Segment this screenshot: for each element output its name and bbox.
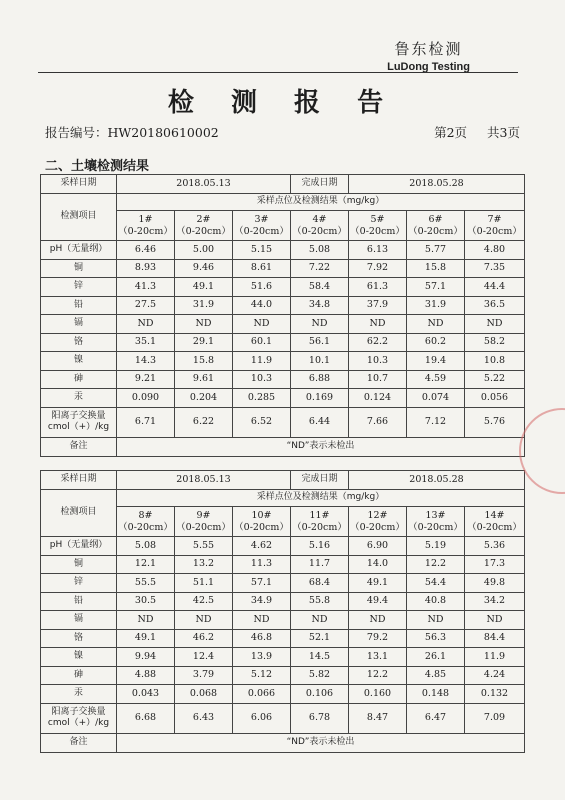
complete-date-label: 完成日期 [291,175,349,194]
result-cell: 5.16 [291,537,349,556]
result-cell: ND [349,611,407,630]
table-row [41,537,525,556]
result-cell: 6.06 [233,703,291,733]
point-id: 7# [487,213,502,225]
item-name: 锌 [41,278,117,297]
result-cell: 7.12 [407,407,465,437]
result-cell: 61.3 [349,278,407,297]
result-cell: 44.4 [465,278,525,297]
result-cell: 9.94 [117,648,175,667]
result-cell: 46.8 [233,629,291,648]
result-cell: 14.0 [349,555,407,574]
point-header [349,507,407,537]
result-cell: 31.9 [175,296,233,315]
note-text: “ND”表示未检出 [117,733,525,752]
page-number: 第2页 [434,125,468,140]
result-cell: 37.9 [349,296,407,315]
point-id: 1# [138,213,153,225]
result-cell: 10.3 [233,370,291,389]
result-cell: 7.35 [465,259,525,278]
item-name: 阳离子交换量cmol（+）/kg [41,407,117,437]
point-header [291,211,349,241]
result-cell: 6.46 [117,241,175,260]
item-name: 阳离子交换量cmol（+）/kg [41,703,117,733]
item-name: 镍 [41,352,117,371]
result-cell: 6.68 [117,703,175,733]
note-label: 备注 [41,437,117,456]
result-cell: 84.4 [465,629,525,648]
result-cell: 34.2 [465,592,525,611]
result-cell: 7.09 [465,703,525,733]
result-cell: 12.2 [349,666,407,685]
result-cell: 49.4 [349,592,407,611]
result-cell: ND [117,611,175,630]
complete-date-value: 2018.05.28 [349,175,525,194]
result-cell: 57.1 [407,278,465,297]
table-row [41,592,525,611]
point-id: 12# [367,509,388,521]
item-name: 砷 [41,666,117,685]
point-header [117,507,175,537]
result-cell: 49.1 [175,278,233,297]
page-info [418,123,520,141]
result-cell: 30.5 [117,592,175,611]
result-cell: ND [465,315,525,334]
result-cell: ND [175,315,233,334]
point-depth: （0-20cm） [234,521,289,533]
point-depth: （0-20cm） [292,521,347,533]
table-row [41,666,525,685]
result-cell: 58.4 [291,278,349,297]
result-cell: 29.1 [175,333,233,352]
result-cell: 9.46 [175,259,233,278]
result-cell: ND [233,315,291,334]
result-cell: 13.1 [349,648,407,667]
note-label: 备注 [41,733,117,752]
result-cell: 60.2 [407,333,465,352]
report-number: 报告编号：HW20180610002 [45,125,219,140]
point-header [349,211,407,241]
table-row [41,352,525,371]
result-cell: ND [291,315,349,334]
complete-date-label: 完成日期 [291,471,349,490]
item-name: 汞 [41,685,117,704]
result-cell: 49.1 [349,574,407,593]
result-cell: 14.3 [117,352,175,371]
result-cell: ND [117,315,175,334]
result-cell: 41.3 [117,278,175,297]
result-cell: 0.074 [407,389,465,408]
result-cell: 0.043 [117,685,175,704]
date-row [41,175,525,194]
result-cell: 0.056 [465,389,525,408]
result-cell: 55.8 [291,592,349,611]
result-cell: 4.80 [465,241,525,260]
point-id: 10# [251,509,272,521]
item-name: 铬 [41,333,117,352]
note-row [41,437,525,456]
result-cell: 11.7 [291,555,349,574]
result-cell: ND [349,315,407,334]
table-row [41,648,525,667]
result-cell: 12.1 [117,555,175,574]
result-cell: 6.47 [407,703,465,733]
result-cell: 11.3 [233,555,291,574]
point-depth: （0-20cm） [118,521,173,533]
point-header [465,507,525,537]
result-cell: 11.9 [233,352,291,371]
point-depth: （0-20cm） [467,225,522,237]
point-depth: （0-20cm） [176,521,231,533]
result-cell: 6.52 [233,407,291,437]
header-rule [38,72,518,73]
item-label: 检测项目 [41,490,117,537]
table-row [41,278,525,297]
result-cell: 5.19 [407,537,465,556]
point-depth: （0-20cm） [292,225,347,237]
result-cell: 11.9 [465,648,525,667]
result-cell: 56.1 [291,333,349,352]
result-cell: 42.5 [175,592,233,611]
point-header [407,507,465,537]
result-cell: 36.5 [465,296,525,315]
sample-date-label: 采样日期 [41,471,117,490]
item-name: 铅 [41,296,117,315]
result-cell: 0.066 [233,685,291,704]
result-cell: 5.82 [291,666,349,685]
result-cell: 5.08 [117,537,175,556]
page-total: 共3页 [487,125,520,140]
item-name: 镉 [41,315,117,334]
point-depth: （0-20cm） [408,521,463,533]
result-cell: 62.2 [349,333,407,352]
table-row [41,333,525,352]
result-cell: 0.148 [407,685,465,704]
sample-date-value: 2018.05.13 [117,175,291,194]
result-cell: 0.204 [175,389,233,408]
result-cell: ND [233,611,291,630]
item-name: 铜 [41,259,117,278]
points-header-row [41,194,525,211]
result-cell: 7.66 [349,407,407,437]
result-cell: 49.1 [117,629,175,648]
sample-date-label: 采样日期 [41,175,117,194]
point-id: 9# [196,509,211,521]
table-row [41,629,525,648]
point-header [233,211,291,241]
result-cell: 19.4 [407,352,465,371]
point-id: 11# [309,509,330,521]
table-row [41,555,525,574]
result-cell: 34.9 [233,592,291,611]
table-row [41,259,525,278]
result-cell: 10.8 [465,352,525,371]
item-name: 砷 [41,370,117,389]
table-row [41,703,525,733]
logo-english: LuDong Testing [387,61,470,73]
result-cell: 44.0 [233,296,291,315]
point-depth: （0-20cm） [350,521,405,533]
table-row [41,407,525,437]
seal-stamp [519,408,565,494]
result-cell: 17.3 [465,555,525,574]
result-cell: 60.1 [233,333,291,352]
result-cell: 14.5 [291,648,349,667]
point-header [117,211,175,241]
result-cell: ND [407,611,465,630]
table-row [41,685,525,704]
point-header [233,507,291,537]
point-id: 6# [428,213,443,225]
complete-date-value: 2018.05.28 [349,471,525,490]
result-cell: 26.1 [407,648,465,667]
result-cell: ND [291,611,349,630]
results-table-2 [40,470,525,753]
item-name: 铅 [41,592,117,611]
result-cell: 6.44 [291,407,349,437]
result-cell: 13.2 [175,555,233,574]
item-name: pH（无量纲） [41,241,117,260]
table-row [41,296,525,315]
result-cell: 15.8 [407,259,465,278]
section-title: 二、土壤检测结果 [45,159,150,174]
item-name: 铬 [41,629,117,648]
points-header: 采样点位及检测结果（mg/kg） [117,194,525,211]
result-cell: 8.61 [233,259,291,278]
result-cell: 5.22 [465,370,525,389]
date-row [41,471,525,490]
result-cell: 15.8 [175,352,233,371]
result-cell: 6.88 [291,370,349,389]
result-cell: 5.08 [291,241,349,260]
point-id: 5# [370,213,385,225]
result-cell: ND [465,611,525,630]
result-cell: 3.79 [175,666,233,685]
result-cell: 31.9 [407,296,465,315]
point-depth: （0-20cm） [350,225,405,237]
item-name: pH（无量纲） [41,537,117,556]
result-cell: 0.169 [291,389,349,408]
point-id: 2# [196,213,211,225]
result-cell: 68.4 [291,574,349,593]
result-cell: 57.1 [233,574,291,593]
points-header-row [41,490,525,507]
sample-date-value: 2018.05.13 [117,471,291,490]
report-title: 检 测 报 告 [167,88,398,118]
result-cell: 9.21 [117,370,175,389]
result-cell: 5.00 [175,241,233,260]
result-cell: 6.90 [349,537,407,556]
result-cell: 46.2 [175,629,233,648]
result-cell: 10.3 [349,352,407,371]
point-depth: （0-20cm） [408,225,463,237]
table-row [41,315,525,334]
result-cell: 0.090 [117,389,175,408]
points-header: 采样点位及检测结果（mg/kg） [117,490,525,507]
point-depth: （0-20cm） [467,521,522,533]
item-name: 镍 [41,648,117,667]
result-cell: 12.2 [407,555,465,574]
item-name: 铜 [41,555,117,574]
result-cell: 51.1 [175,574,233,593]
result-cell: 5.15 [233,241,291,260]
result-cell: 4.62 [233,537,291,556]
point-id: 3# [254,213,269,225]
point-id: 13# [425,509,446,521]
point-id: 8# [138,509,153,521]
result-cell: 0.124 [349,389,407,408]
result-cell: 0.285 [233,389,291,408]
note-text: “ND”表示未检出 [117,437,525,456]
results-table-1 [40,174,525,457]
item-name: 镉 [41,611,117,630]
note-row [41,733,525,752]
result-cell: 5.77 [407,241,465,260]
result-cell: 56.3 [407,629,465,648]
result-cell: 10.1 [291,352,349,371]
result-cell: 55.5 [117,574,175,593]
result-cell: 10.7 [349,370,407,389]
table-row [41,574,525,593]
result-cell: 4.85 [407,666,465,685]
point-depth: （0-20cm） [118,225,173,237]
result-cell: 5.36 [465,537,525,556]
item-label: 检测项目 [41,194,117,241]
result-cell: 0.132 [465,685,525,704]
point-id: 14# [484,509,505,521]
result-cell: 0.160 [349,685,407,704]
point-depth: （0-20cm） [234,225,289,237]
result-cell: 5.55 [175,537,233,556]
item-name: 汞 [41,389,117,408]
result-cell: 8.93 [117,259,175,278]
result-cell: 7.92 [349,259,407,278]
point-header [291,507,349,537]
result-cell: 13.9 [233,648,291,667]
result-cell: 4.59 [407,370,465,389]
result-cell: 4.88 [117,666,175,685]
result-cell: 49.8 [465,574,525,593]
result-cell: 35.1 [117,333,175,352]
result-cell: 6.13 [349,241,407,260]
point-depth: （0-20cm） [176,225,231,237]
result-cell: 4.24 [465,666,525,685]
result-cell: 6.78 [291,703,349,733]
result-cell: 34.8 [291,296,349,315]
point-header [465,211,525,241]
result-cell: 79.2 [349,629,407,648]
result-cell: 8.47 [349,703,407,733]
result-cell: 0.068 [175,685,233,704]
result-cell: ND [407,315,465,334]
result-cell: 27.5 [117,296,175,315]
result-cell: 52.1 [291,629,349,648]
result-cell: 6.71 [117,407,175,437]
result-cell: 51.6 [233,278,291,297]
result-cell: 6.43 [175,703,233,733]
table-row [41,611,525,630]
result-cell: 0.106 [291,685,349,704]
result-cell: 5.76 [465,407,525,437]
result-cell: 40.8 [407,592,465,611]
logo-chinese: 鲁东检测 [394,40,463,58]
result-cell: 9.61 [175,370,233,389]
table-row [41,241,525,260]
result-cell: 58.2 [465,333,525,352]
company-logo [387,38,470,73]
result-cell: 5.12 [233,666,291,685]
point-header [407,211,465,241]
result-cell: 7.22 [291,259,349,278]
point-id: 4# [312,213,327,225]
point-header [175,211,233,241]
table-row [41,370,525,389]
result-cell: 6.22 [175,407,233,437]
table-row [41,389,525,408]
item-name: 锌 [41,574,117,593]
result-cell: 54.4 [407,574,465,593]
result-cell: ND [175,611,233,630]
result-cell: 12.4 [175,648,233,667]
point-header [175,507,233,537]
